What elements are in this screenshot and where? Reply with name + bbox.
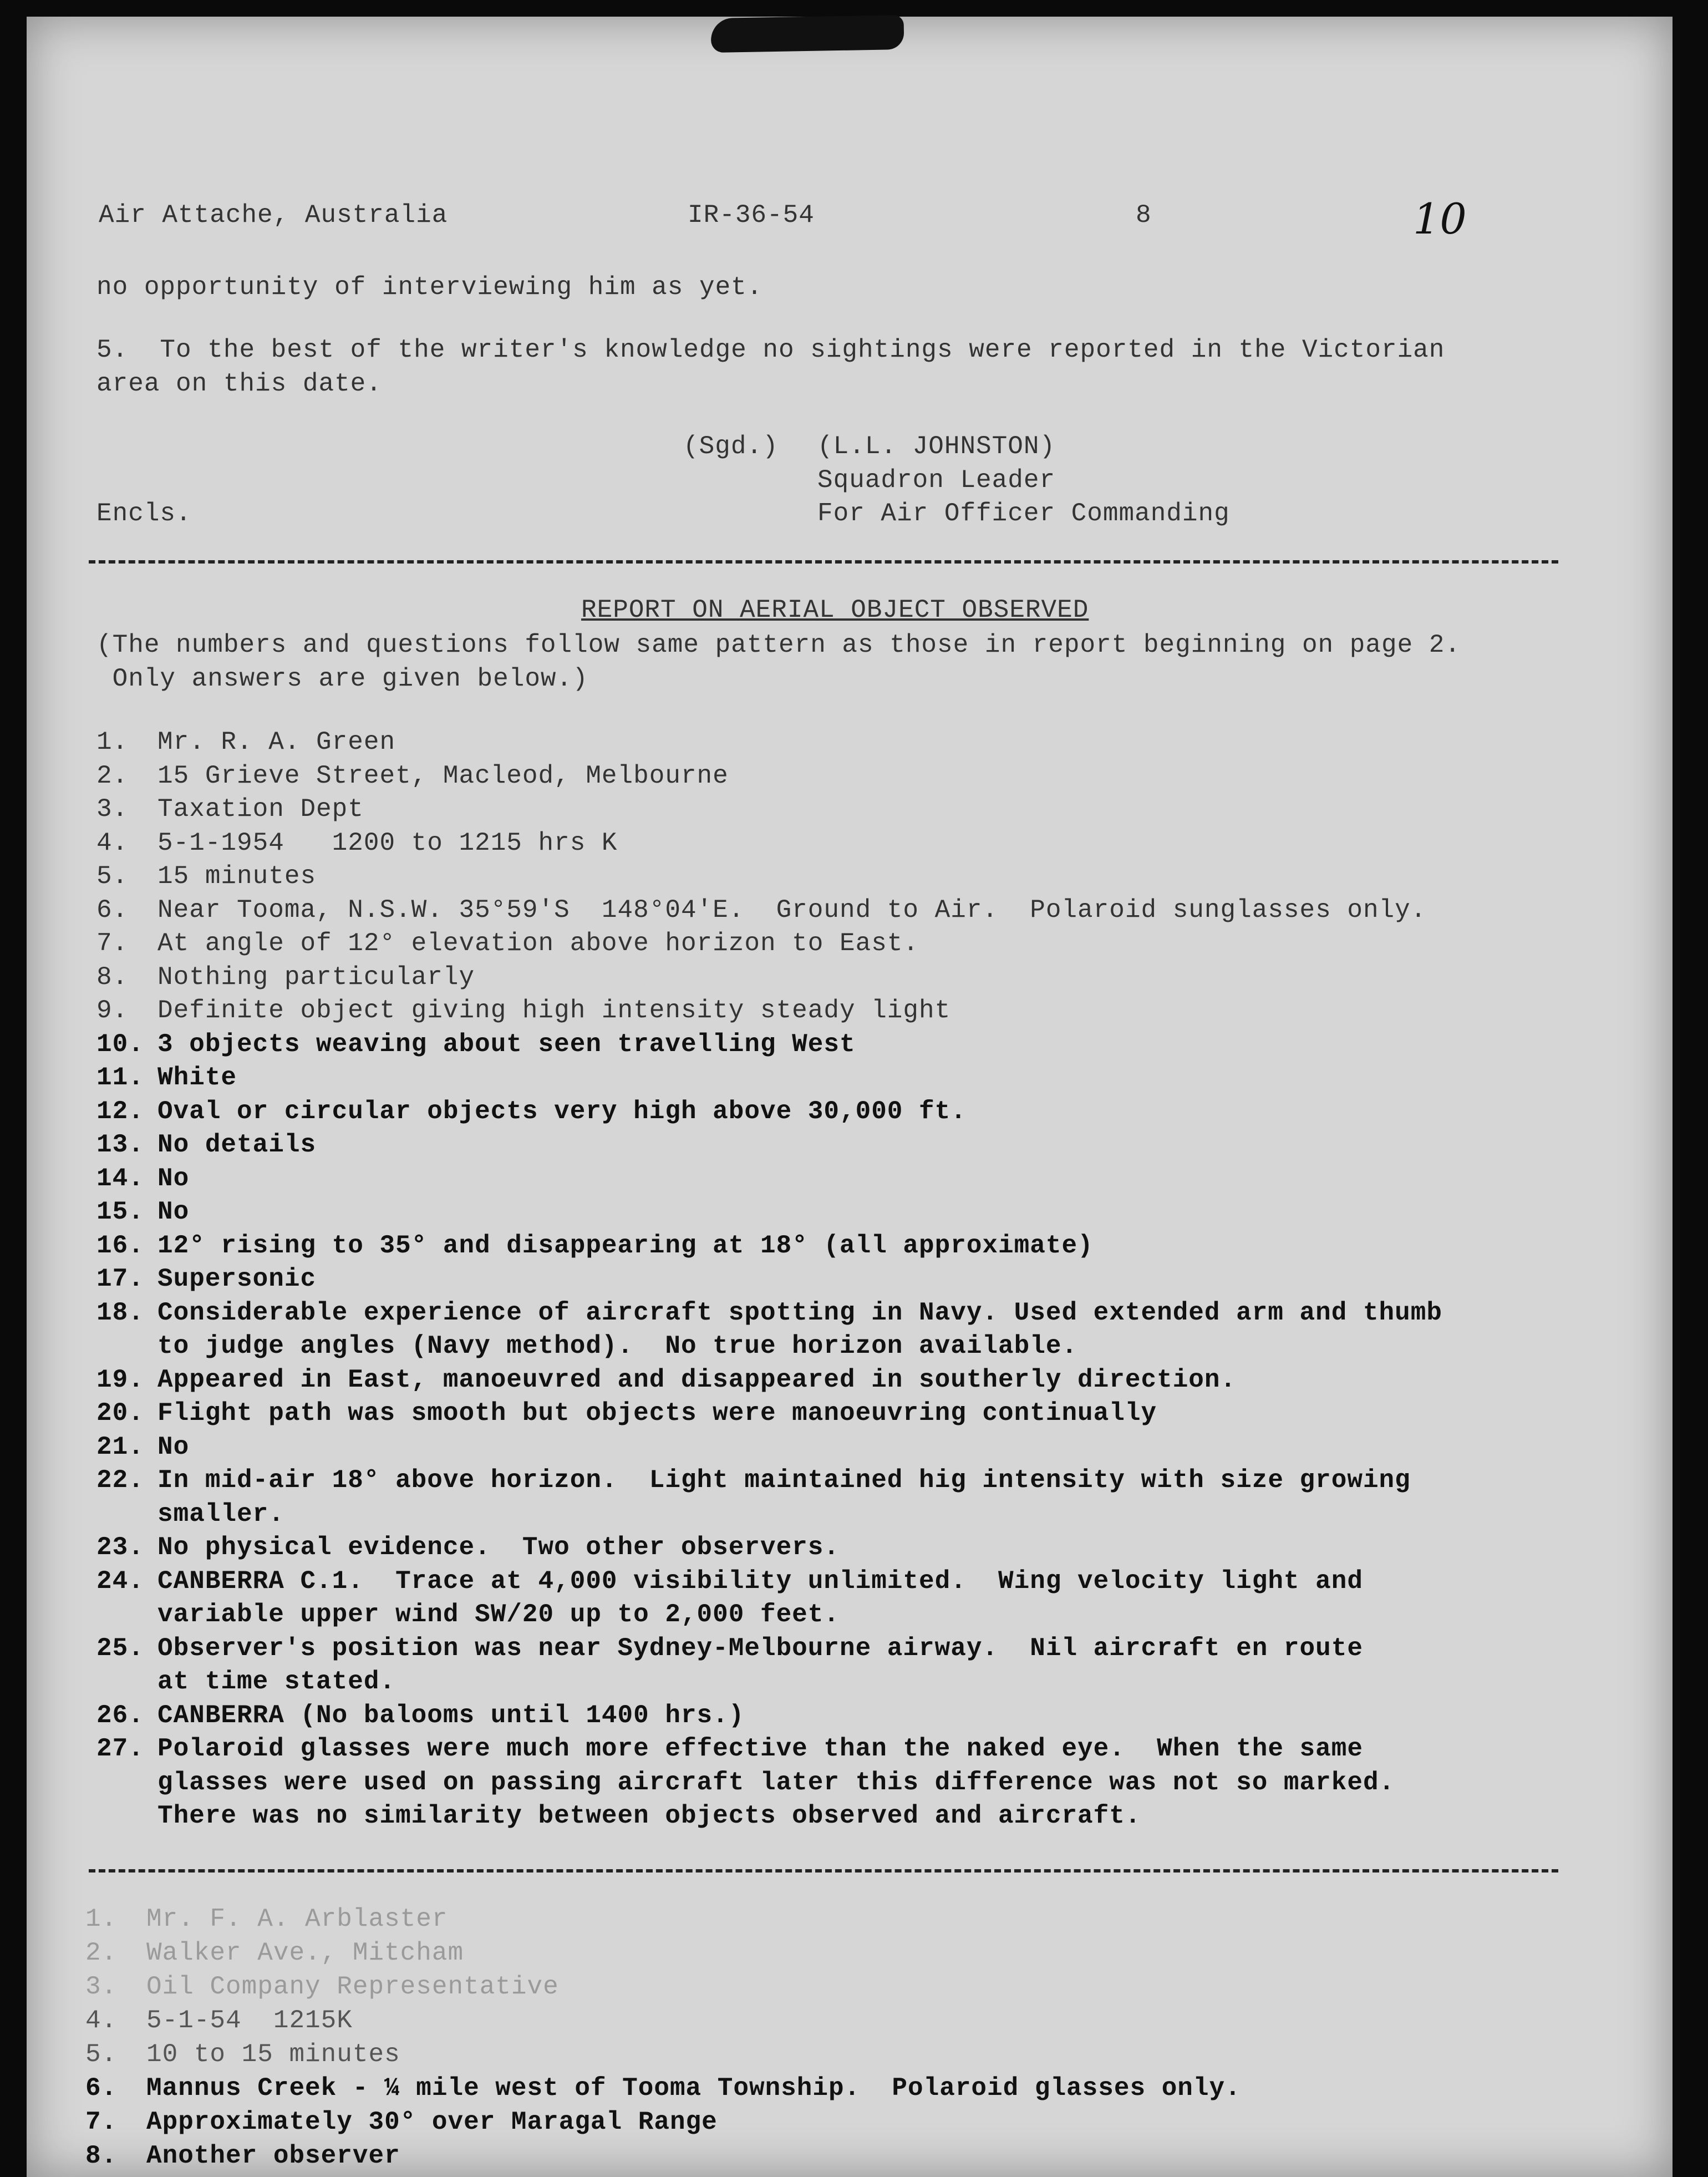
answer-number: 20. (96, 1399, 144, 1428)
answer-text: variable upper wind SW/20 up to 2,000 feet. (157, 1600, 840, 1629)
answer-number: 3. (85, 1972, 118, 2001)
answer-row (96, 760, 729, 791)
answer-row (96, 1800, 1141, 1831)
answer-row (96, 1633, 1363, 1664)
answer-text: at time stated. (157, 1667, 396, 1696)
answer-text: There was no similarity between objects observed and aircraft. (157, 1802, 1141, 1830)
answer-number: 23. (96, 1533, 144, 1562)
header-report-id: IR-36-54 (688, 201, 815, 230)
answer-number: 11. (96, 1063, 144, 1092)
answer-text: No (157, 1197, 190, 1226)
answer-row (96, 794, 364, 825)
answer-text: 12° rising to 35° and disappearing at 18° (all approximate) (157, 1231, 1094, 1260)
answer-number: 9. (96, 996, 129, 1025)
second-answer-row (85, 2107, 718, 2138)
answer-number: 8. (96, 963, 129, 992)
answer-row (96, 995, 950, 1026)
answer-text: 5-1-1954 1200 to 1215 hrs K (157, 829, 618, 857)
answer-number: 16. (96, 1231, 144, 1260)
answer-text: Taxation Dept (157, 795, 364, 824)
answer-text: Considerable experience of aircraft spotting in Navy. Used extended arm and thumb (157, 1298, 1442, 1327)
paragraph-5-line2: area on this date. (96, 369, 382, 398)
report-note-line1: (The numbers and questions follow same pattern as those in report beginning on page 2. (96, 631, 1461, 659)
answer-number: 1. (85, 1905, 118, 1934)
second-answer-row (85, 2039, 400, 2070)
answer-number: 17. (96, 1265, 144, 1293)
second-answer-row (85, 2140, 400, 2171)
divider-bottom (89, 1869, 1558, 1872)
answer-text: glasses were used on passing aircraft later this difference was not so marked. (157, 1768, 1395, 1797)
report-title: REPORT ON AERIAL OBJECT OBSERVED (581, 596, 1089, 625)
answer-text: 15 Grieve Street, Macleod, Melbourne (157, 762, 729, 790)
answer-row (96, 1029, 856, 1060)
answer-number: 22. (96, 1466, 144, 1495)
answer-row (96, 1230, 1094, 1261)
answer-number: 7. (85, 2108, 118, 2137)
answer-text: White (157, 1063, 237, 1092)
answer-number: 2. (85, 1939, 118, 1967)
answer-number: 4. (96, 829, 129, 857)
answer-number: 24. (96, 1567, 144, 1596)
answer-row (96, 861, 316, 892)
answer-row (96, 1532, 840, 1563)
answer-number: 21. (96, 1433, 144, 1462)
answer-text: 5-1-54 1215K (146, 2006, 353, 2035)
answer-text: Approximately 30° over Maragal Range (146, 2108, 718, 2137)
second-answer-row (85, 1904, 448, 1935)
answer-row (96, 1432, 189, 1463)
answer-row (96, 1733, 1363, 1764)
second-answer-row (85, 2005, 353, 2036)
answer-text: Mannus Creek - ¼ mile west of Tooma Township. Polaroid glasses only. (146, 2074, 1241, 2103)
answer-row (96, 1196, 189, 1227)
answer-text: Supersonic (157, 1265, 317, 1293)
answer-number: 8. (85, 2142, 118, 2170)
answer-number: 13. (96, 1130, 144, 1159)
answer-text: Oil Company Representative (146, 1972, 559, 2001)
paragraph-5-line1: 5. To the best of the writer's knowledge no sightings were reported in the Victorian (96, 336, 1445, 364)
answer-text: No (157, 1164, 190, 1193)
answer-number: 5. (85, 2040, 118, 2069)
answer-row (96, 1331, 1077, 1362)
answer-row (96, 928, 919, 959)
answer-text: 3 objects weaving about seen travelling West (157, 1030, 856, 1059)
answer-text: In mid-air 18° above horizon. Light maintained hig intensity with size growing (157, 1466, 1411, 1495)
answer-text: Nothing particularly (157, 963, 475, 992)
answer-row (96, 1398, 1157, 1429)
answer-text: No (157, 1433, 190, 1462)
answer-number: 6. (85, 2074, 118, 2103)
header-page-number: 8 (1136, 201, 1152, 230)
answer-row (96, 895, 1426, 926)
second-answer-row (85, 1971, 559, 2002)
handwritten-page-number: 10 (1413, 194, 1467, 243)
answer-row (96, 1263, 316, 1295)
signature-sgd: (Sgd.) (683, 432, 779, 461)
answer-text: 15 minutes (157, 862, 317, 891)
answer-row (96, 1297, 1442, 1328)
answer-text: Observer's position was near Sydney-Melbourne airway. Nil aircraft en route (157, 1634, 1363, 1663)
answer-row (96, 1599, 840, 1630)
answer-row (96, 962, 475, 993)
answer-number: 26. (96, 1701, 144, 1730)
answer-text: No physical evidence. Two other observers. (157, 1533, 840, 1562)
intro-line: no opportunity of interviewing him as yet. (96, 273, 763, 302)
answer-text: Definite object giving high intensity steady light (157, 996, 951, 1025)
answer-number: 10. (96, 1030, 144, 1059)
answer-number: 14. (96, 1164, 144, 1193)
answer-text: At angle of 12° elevation above horizon to East. (157, 929, 919, 958)
answer-number: 4. (85, 2006, 118, 2035)
answer-text: Oval or circular objects very high above 30,000 ft. (157, 1097, 967, 1126)
answer-row (96, 1364, 1236, 1395)
header-sender: Air Attache, Australia (99, 201, 448, 230)
answer-text: Flight path was smooth but objects were manoeuvring continually (157, 1399, 1157, 1428)
enclosures-label: Encls. (96, 499, 192, 528)
answer-row (96, 1062, 237, 1093)
answer-text: CANBERRA (No balooms until 1400 hrs.) (157, 1701, 745, 1730)
second-answer-row (85, 2073, 1241, 2104)
answer-number: 6. (96, 896, 129, 925)
divider-top (89, 560, 1558, 564)
answer-row (96, 1700, 744, 1731)
answer-number: 27. (96, 1734, 144, 1763)
answer-number: 19. (96, 1366, 144, 1394)
answer-row (96, 1096, 967, 1127)
answer-text: to judge angles (Navy method). No true horizon available. (157, 1332, 1078, 1361)
signature-name: (L.L. JOHNSTON) (817, 432, 1056, 461)
answer-number: 3. (96, 795, 129, 824)
answer-row (96, 1566, 1363, 1597)
answer-number: 15. (96, 1197, 144, 1226)
answer-text: Near Tooma, N.S.W. 35°59'S 148°04'E. Ground to Air. Polaroid sunglasses only. (157, 896, 1427, 925)
answer-text: Another observer (146, 2142, 400, 2170)
answer-text: Appeared in East, manoeuvred and disappeared in southerly direction. (157, 1366, 1237, 1394)
answer-text: smaller. (157, 1500, 284, 1529)
answer-number: 12. (96, 1097, 144, 1126)
answer-number: 18. (96, 1298, 144, 1327)
answer-number: 25. (96, 1634, 144, 1663)
answer-row (96, 1129, 316, 1160)
answer-row (96, 1499, 284, 1530)
signature-rank: Squadron Leader (817, 466, 1056, 495)
answer-row (96, 1666, 395, 1697)
answer-text: Walker Ave., Mitcham (146, 1939, 464, 1967)
answer-row (96, 1163, 189, 1194)
answer-number: 1. (96, 728, 129, 757)
redaction-mark (710, 15, 904, 53)
answer-text: Polaroid glasses were much more effective than the naked eye. When the same (157, 1734, 1363, 1763)
answer-number: 2. (96, 762, 129, 790)
answer-row (96, 727, 395, 758)
answer-row (96, 1767, 1395, 1798)
signature-role: For Air Officer Commanding (817, 499, 1230, 528)
answer-number: 5. (96, 862, 129, 891)
second-answer-row (85, 1937, 464, 1968)
report-note-line2: Only answers are given below.) (96, 664, 588, 693)
answer-text: No details (157, 1130, 317, 1159)
answer-text: Mr. F. A. Arblaster (146, 1905, 448, 1934)
answer-row (96, 828, 618, 859)
answer-number: 7. (96, 929, 129, 958)
answer-text: CANBERRA C.1. Trace at 4,000 visibility unlimited. Wing velocity light and (157, 1567, 1363, 1596)
answer-text: 10 to 15 minutes (146, 2040, 400, 2069)
answer-text: Mr. R. A. Green (157, 728, 396, 757)
answer-row (96, 1465, 1411, 1496)
